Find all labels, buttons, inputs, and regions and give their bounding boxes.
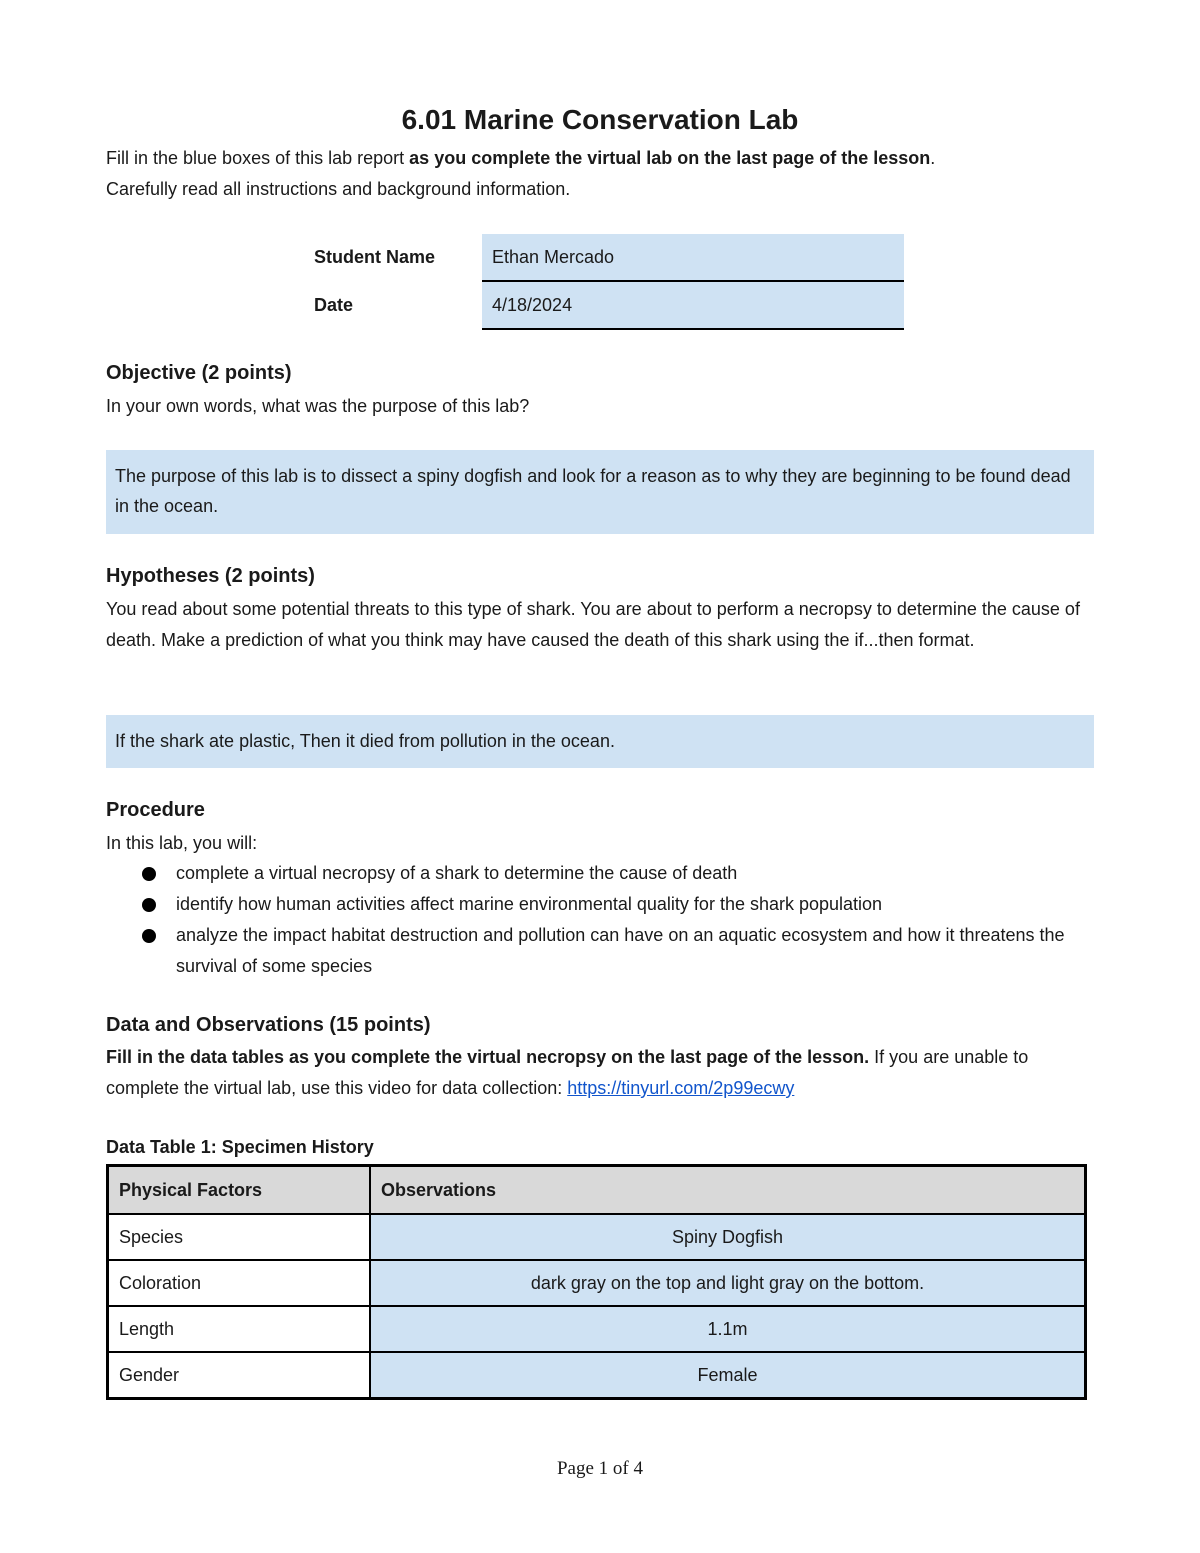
page-word: Page	[556, 1458, 594, 1479]
observation-cell[interactable]: dark gray on the top and light gray on the bottom.	[370, 1260, 1086, 1306]
intro-text	[106, 143, 1096, 205]
student-name-row	[312, 234, 904, 281]
hypotheses-heading: Hypotheses (2 points)	[106, 565, 315, 587]
hypotheses-answer-box[interactable]: If the shark ate plastic, Then it died from pollution in the ocean.	[106, 715, 1094, 768]
objective-prompt: In your own words, what was the purpose of this lab?	[106, 396, 530, 416]
observation-cell[interactable]: 1.1m	[370, 1306, 1086, 1352]
data-observations-body: If you are unable to complete the virtual lab, use this video for data collection:	[106, 1047, 1029, 1098]
date-field[interactable]: 4/18/2024	[482, 281, 904, 329]
page-number: 1	[598, 1458, 609, 1479]
observation-cell[interactable]: Spiny Dogfish	[370, 1214, 1086, 1260]
table-header-row	[108, 1166, 1086, 1215]
page-title: 6.01 Marine Conservation Lab	[401, 104, 799, 135]
factor-cell: Length	[108, 1306, 371, 1352]
data-observations-bold: Fill in the data tables as you complete the virtual necropsy on the last page of the lesson.	[106, 1047, 870, 1067]
intro-part2: .	[930, 148, 936, 168]
table1-caption: Data Table 1: Specimen History	[106, 1137, 374, 1157]
data-observations-text	[106, 1042, 1096, 1104]
table-row	[108, 1260, 1086, 1306]
table-row	[108, 1306, 1086, 1352]
student-name-field[interactable]: Ethan Mercado	[482, 234, 904, 281]
date-row	[312, 281, 904, 329]
list-item: analyze the impact habitat destruction and pollution can have on an aquatic ecosystem and how it threatens the survival of some species	[106, 920, 1096, 982]
table-row	[108, 1214, 1086, 1260]
bullet-icon	[142, 898, 156, 912]
procedure-intro: In this lab, you will:	[106, 833, 258, 853]
bullet-icon	[142, 929, 156, 943]
table-row	[108, 1352, 1086, 1399]
objective-answer-box[interactable]: The purpose of this lab is to dissect a spiny dogfish and look for a reason as to why they are beginning to be found dead in the ocean.	[106, 450, 1094, 534]
observation-cell[interactable]: Female	[370, 1352, 1086, 1399]
factor-cell: Gender	[108, 1352, 371, 1399]
hypotheses-prompt: You read about some potential threats to this type of shark. You are about to perform a necropsy to determine the cause of death. Make a prediction of what you think may have caused the death of this shark using the if...then format.	[106, 599, 1080, 650]
procedure-list	[106, 858, 1096, 982]
student-info-table	[312, 234, 904, 330]
list-item: identify how human activities affect marine environmental quality for the shark population	[106, 889, 1096, 920]
factor-cell: Species	[108, 1214, 371, 1260]
procedure-heading: Procedure	[106, 799, 205, 821]
date-label: Date	[314, 294, 354, 315]
of-word: of	[612, 1458, 629, 1479]
list-item: complete a virtual necropsy of a shark to determine the cause of death	[106, 858, 1096, 889]
video-link[interactable]: https://tinyurl.com/2p99ecwy	[567, 1078, 795, 1098]
intro-bold: as you complete the virtual lab on the last page of the lesson	[409, 148, 931, 168]
column-header-physical-factors: Physical Factors	[108, 1166, 371, 1215]
intro-line2: Carefully read all instructions and background information.	[106, 179, 571, 199]
page-footer	[0, 1458, 1200, 1480]
objective-heading: Objective (2 points)	[106, 362, 292, 384]
specimen-history-table	[106, 1164, 1087, 1400]
factor-cell: Coloration	[108, 1260, 371, 1306]
page-total: 4	[633, 1458, 643, 1479]
column-header-observations: Observations	[370, 1166, 1086, 1215]
bullet-icon	[142, 867, 156, 881]
student-name-label: Student Name	[314, 247, 436, 267]
intro-part1: Fill in the blue boxes of this lab report	[106, 148, 410, 168]
data-observations-heading: Data and Observations (15 points)	[106, 1014, 431, 1036]
